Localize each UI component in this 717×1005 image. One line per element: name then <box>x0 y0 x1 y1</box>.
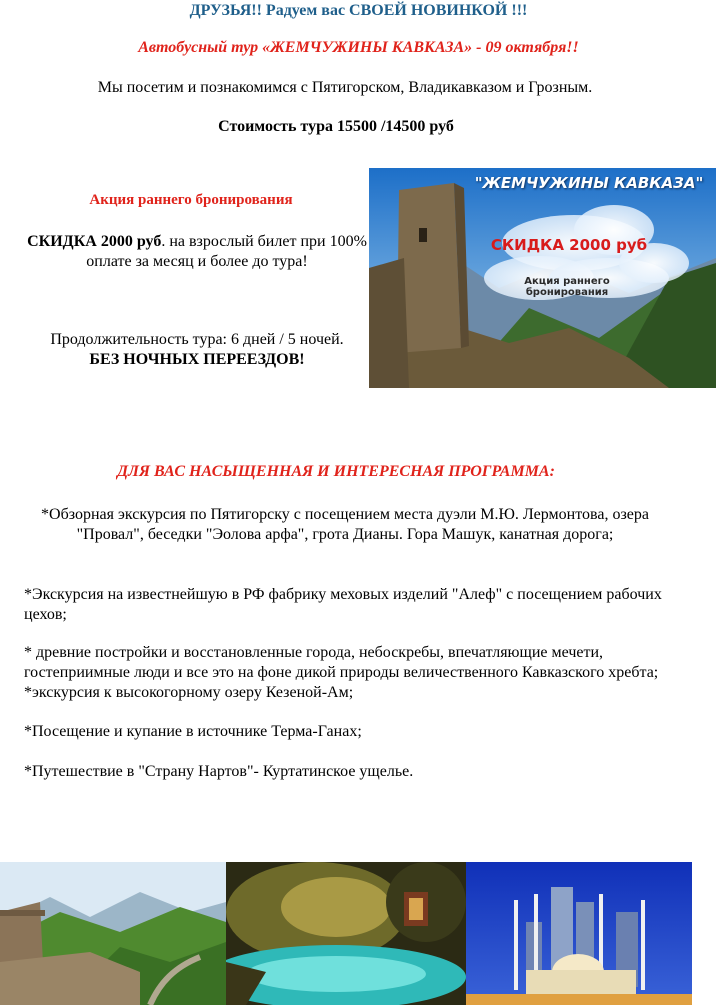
banner-discount: СКИДКА 2000 руб <box>490 236 648 254</box>
mountain-fortress-photo <box>0 862 226 1005</box>
greeting-heading: ДРУЗЬЯ!! Радуем вас СВОЕЙ НОВИНКОЙ !!! <box>189 2 528 19</box>
program-title: ДЛЯ ВАС НАСЫЩЕННАЯ И ИНТЕРЕСНАЯ ПРОГРАММА: <box>117 463 555 480</box>
tour-title: Автобусный тур «ЖЕМЧУЖИНЫ КАВКАЗА» - 09 октября!! <box>138 39 579 56</box>
program-item: *Путешествие в "Страну Нартов"- Куртатинское ущелье. <box>24 763 414 780</box>
cave-lake-photo <box>226 862 466 1005</box>
discount-amount: СКИДКА 2000 руб <box>27 233 162 250</box>
program-item: *Посещение и купание в источнике Терма-Ганах; <box>24 723 362 740</box>
banner-title: "ЖЕМЧУЖИНЫ КАВКАЗА" <box>474 174 704 192</box>
promo-banner-image <box>369 168 716 388</box>
cities-text: Мы посетим и познакомимся с Пятигорском, Владикавказом и Грозным. <box>97 79 593 96</box>
grozny-mosque-photo <box>466 862 692 1005</box>
duration-block <box>14 330 380 370</box>
duration-text: Продолжительность тура: 6 дней / 5 ночей. <box>50 331 344 348</box>
banner-subtitle: Акция раннего бронирования <box>524 276 610 298</box>
discount-text <box>14 232 380 272</box>
program-item: *Обзорная экскурсия по Пятигорску с посещением места дуэли М.Ю. Лермонтова, озера "Провал", беседки "Эолова арфа", грота Дианы. Гора Машук, канатная дорога; <box>41 506 649 543</box>
program-item: *Экскурсия на известнейшую в РФ фабрику меховых изделий "Алеф" с посещением рабочих цехов; <box>24 586 662 623</box>
promo-title: Акция раннего бронирования <box>89 192 293 208</box>
discount-conditions: . на взрослый билет при 100% оплате за месяц и более до тура! <box>86 233 367 270</box>
program-item: * древние постройки и восстановленные города, небоскребы, впечатляющие мечети, гостеприимные люди и все это на фоне дикой природы величественного Кавказского хребта; *экскурсия к высокогорному озеру Кезеной-Ам; <box>24 644 659 701</box>
tour-price: Стоимость тура 15500 /14500 руб <box>218 118 454 135</box>
no-night-travel: БЕЗ НОЧНЫХ ПЕРЕЕЗДОВ! <box>89 351 305 368</box>
